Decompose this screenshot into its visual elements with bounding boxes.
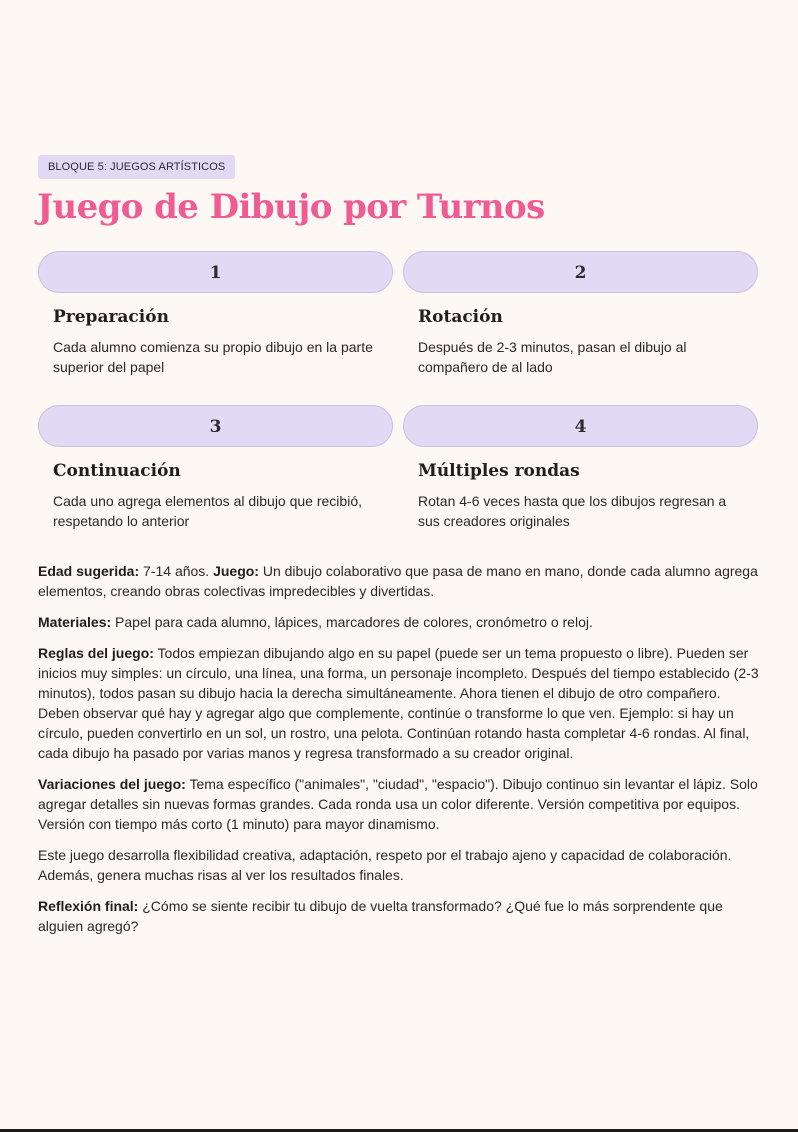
age-text: 7-14 años.	[139, 563, 214, 579]
step-number-pill: 2	[403, 251, 758, 293]
step-title: Preparación	[53, 307, 169, 327]
step-title: Continuación	[53, 461, 181, 481]
rules-label: Reglas del juego:	[38, 645, 154, 661]
rules-text: Todos empiezan dibujando algo en su papel (puede ser un tema propuesto o libre). Pueden ser inicios muy simples: un círculo, una línea, una forma, un personaje incompleto. Después del tiempo establecido (2-3 minutos), todos pasan su dibujo hacia la derecha simultáneamente. Ahora tienen el dibujo de otro compañero. Deben observar qué hay y agregar algo que complemente, continúe o transforme lo que ven. Ejemplo: si hay un círculo, pueden convertirlo en un sol, un rostro, una pelota. Continúan rotando hasta completar 4-6 rondas. Al final, cada dibujo ha pasado por varias manos y regresa transformado a su creador original.	[38, 645, 759, 761]
step-card-1	[38, 251, 393, 377]
variations-label: Variaciones del juego:	[38, 776, 186, 792]
age-game-paragraph	[38, 561, 760, 601]
section-badge: BLOQUE 5: JUEGOS ARTÍSTICOS	[38, 155, 235, 179]
variations-paragraph	[38, 774, 760, 834]
age-label: Edad sugerida:	[38, 563, 140, 579]
step-description: Cada uno agrega elementos al dibujo que recibió, respetando lo anterior	[53, 493, 362, 529]
step-card-4	[403, 405, 758, 531]
step-description: Cada alumno comienza su propio dibujo en la parte superior del papel	[53, 339, 373, 375]
page-title: Juego de Dibujo por Turnos	[37, 187, 545, 227]
step-card-3	[38, 405, 393, 531]
step-description: Rotan 4-6 veces hasta que los dibujos regresan a sus creadores originales	[418, 493, 727, 529]
body-text	[38, 561, 760, 947]
step-card-2	[403, 251, 758, 377]
game-text: Un dibujo colaborativo que pasa de mano en mano, donde cada alumno agrega elementos, creando obras colectivas impredecibles y divertidas.	[38, 563, 758, 599]
development-paragraph: Este juego desarrolla flexibilidad creativa, adaptación, respeto por el trabajo ajeno y capacidad de colaboración. Además, genera muchas risas al ver los resultados finales.	[38, 847, 732, 883]
materials-paragraph	[38, 612, 760, 632]
step-number-pill: 4	[403, 405, 758, 447]
step-number-pill: 1	[38, 251, 393, 293]
step-description: Después de 2-3 minutos, pasan el dibujo al compañero de al lado	[418, 339, 687, 375]
game-label: Juego:	[213, 563, 259, 579]
step-number-pill: 3	[38, 405, 393, 447]
reflection-text: ¿Cómo se siente recibir tu dibujo de vuelta transformado? ¿Qué fue lo más sorprendente que alguien agregó?	[38, 898, 723, 934]
rules-paragraph	[38, 643, 760, 763]
step-title: Rotación	[418, 307, 503, 327]
reflection-label: Reflexión final:	[38, 898, 139, 914]
materials-text: Papel para cada alumno, lápices, marcadores de colores, cronómetro o reloj.	[111, 614, 593, 630]
materials-label: Materiales:	[38, 614, 112, 630]
step-title: Múltiples rondas	[418, 461, 580, 481]
reflection-paragraph	[38, 896, 760, 936]
variations-text: Tema específico ("animales", "ciudad", "espacio"). Dibujo continuo sin levantar el lápiz. Solo agregar detalles sin nuevas formas grandes. Cada ronda usa un color diferente. Versión competitiva por equipos. Versión con tiempo más corto (1 minuto) para mayor dinamismo.	[38, 776, 758, 832]
